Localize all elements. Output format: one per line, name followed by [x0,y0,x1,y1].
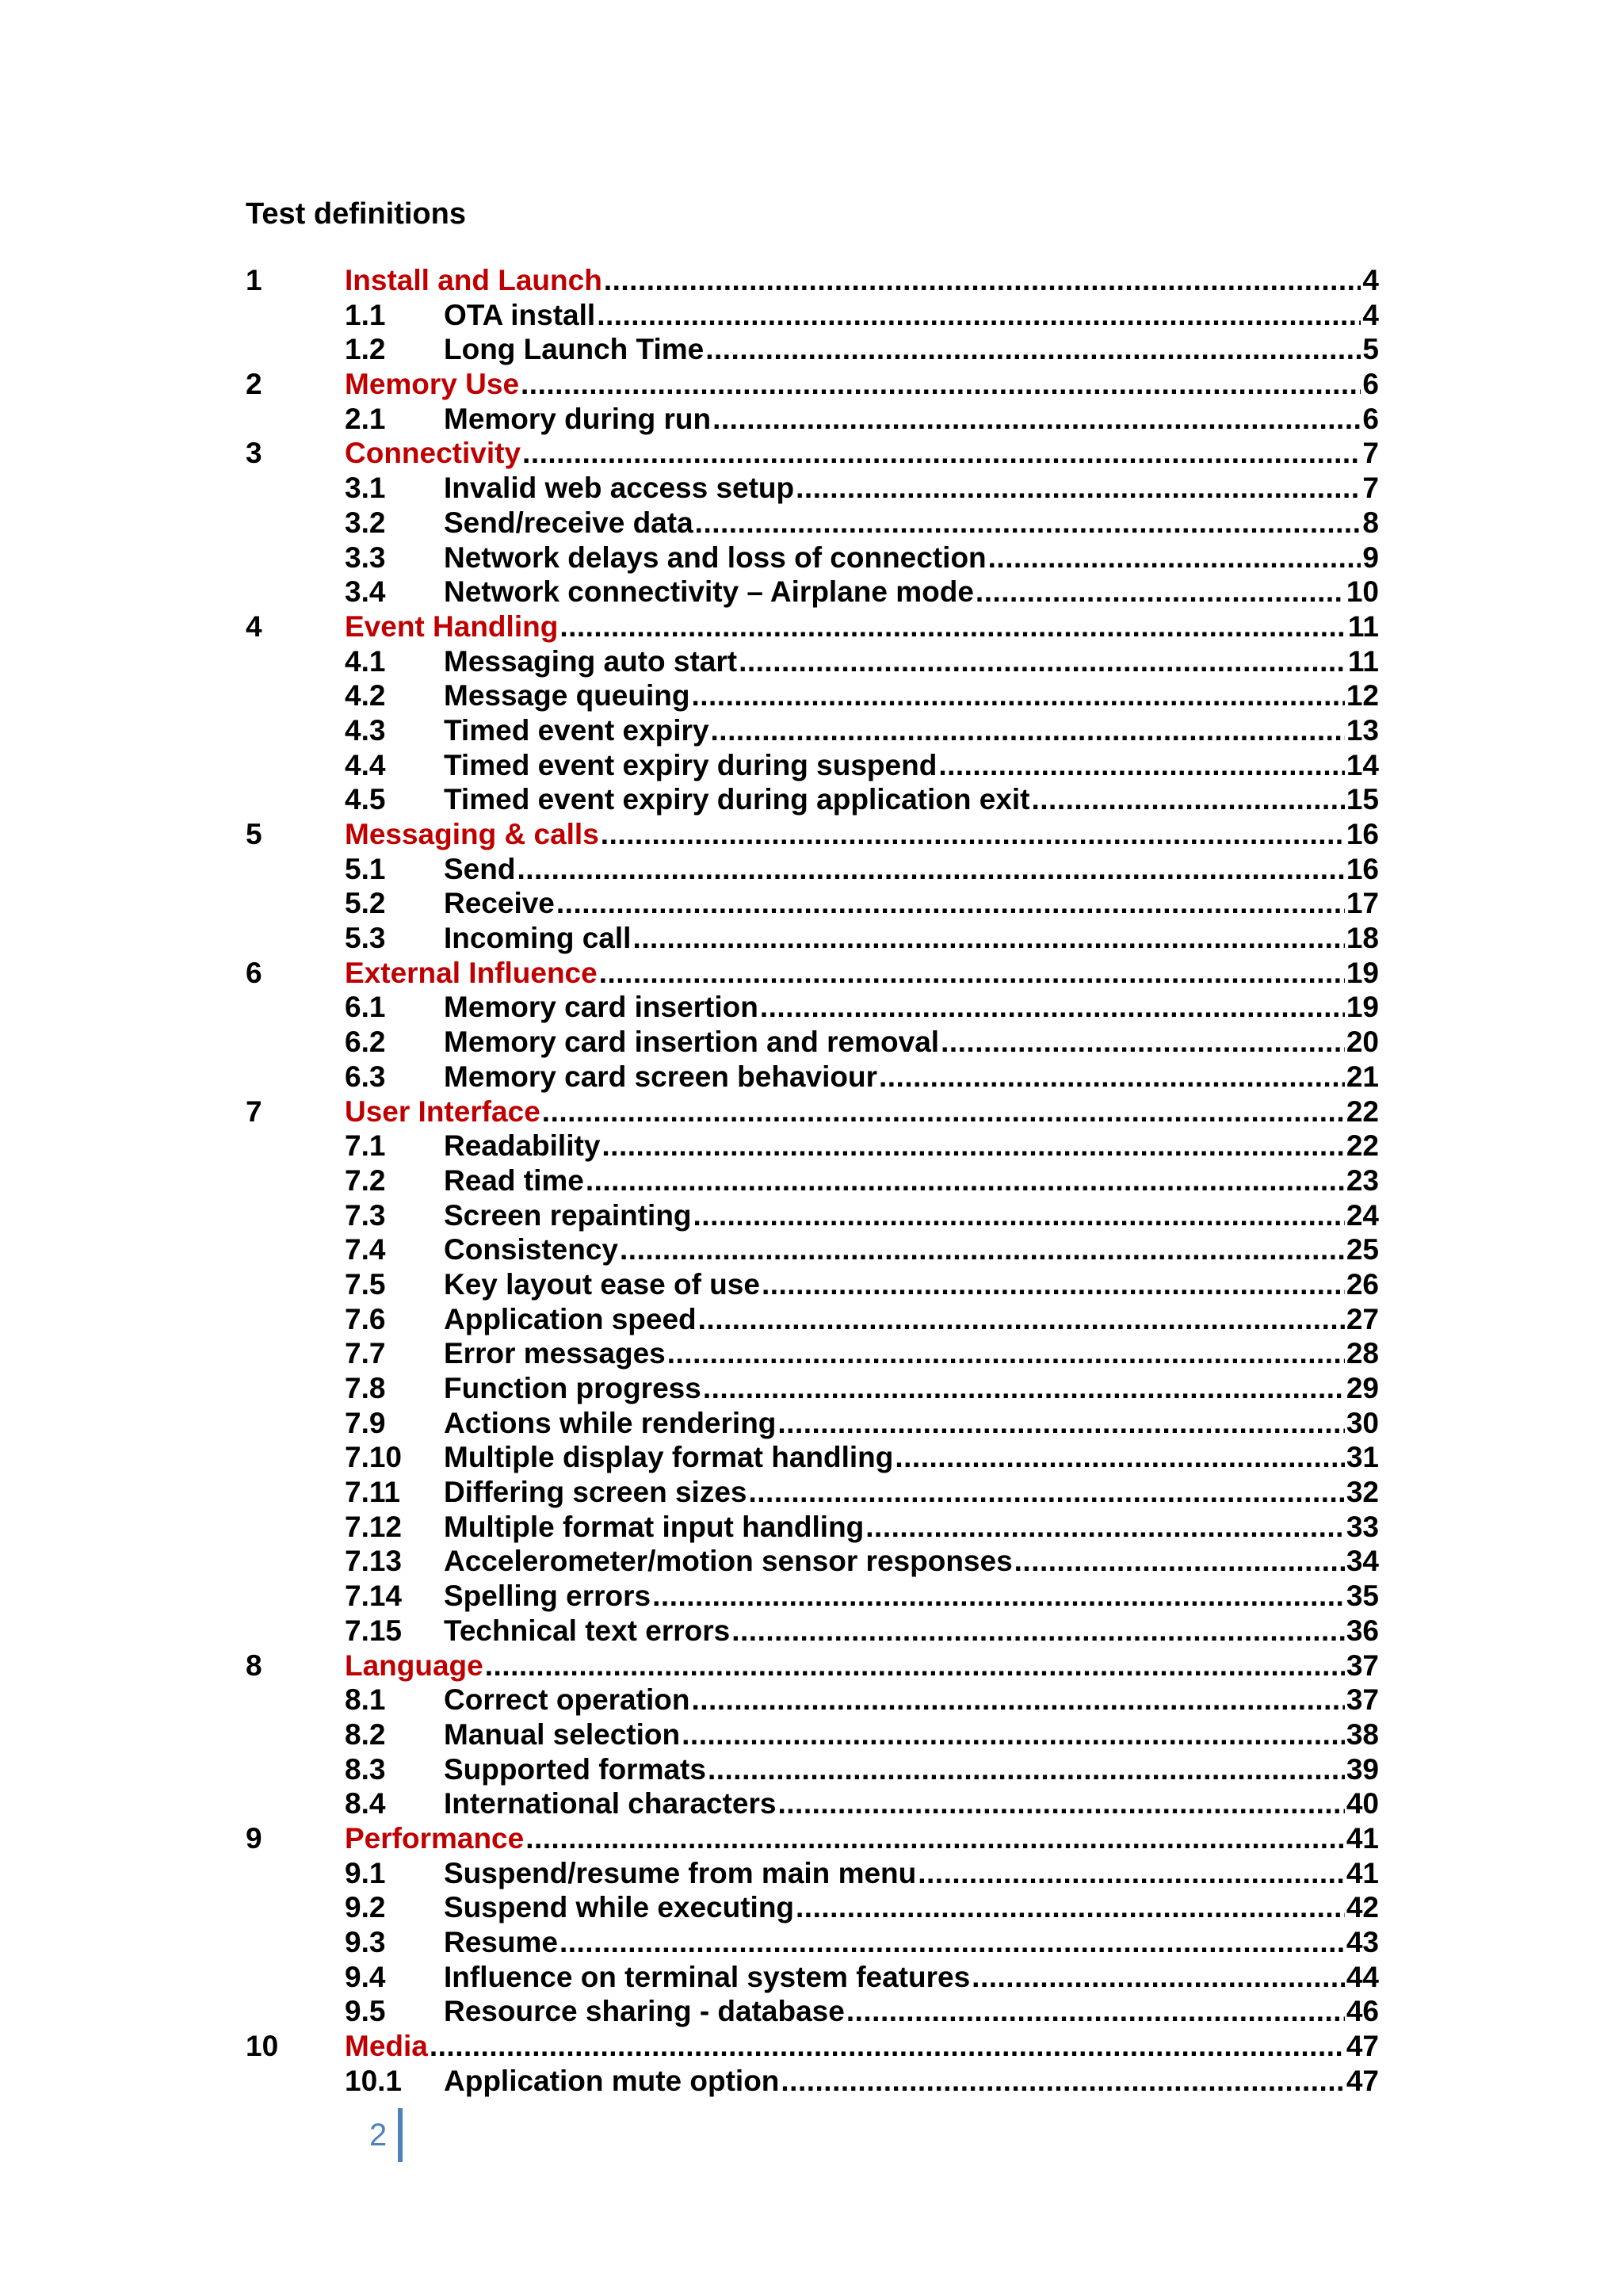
toc-entry-page: 40 [1346,1787,1379,1820]
toc-entry-page: 24 [1346,1198,1379,1232]
toc-entry-page: 19 [1346,991,1379,1024]
toc-entry-page: 30 [1346,1406,1379,1439]
toc-dot-leader [703,1371,1345,1406]
page-title: Test definitions [246,197,466,231]
toc-dot-leader [682,1717,1345,1752]
toc-entry-number: 5.3 [345,922,386,955]
toc-entry-page: 43 [1346,1926,1379,1958]
toc-dot-leader [796,471,1361,506]
toc-entry-page: 20 [1346,1026,1379,1059]
toc-entry-page: 44 [1346,1960,1379,1993]
toc-dot-leader [760,990,1345,1025]
toc-entry-page: 8 [1362,506,1379,539]
toc-entry-title[interactable]: Consistency [444,1233,619,1266]
toc-entry-page: 11 [1347,644,1379,678]
toc-dot-leader [632,921,1344,956]
toc-entry-number: 7.3 [345,1198,386,1232]
toc-dot-leader [556,886,1345,921]
toc-chapter-entry[interactable] [246,263,1379,298]
toc-entry-page: 33 [1346,1510,1379,1543]
toc-section-entry[interactable] [246,782,1379,817]
toc-entry-number: 5 [246,818,262,850]
toc-entry-title[interactable]: Suspend while executing [444,1891,795,1924]
toc-entry-number: 7.6 [345,1302,386,1335]
toc-entry-number: 6 [246,956,262,989]
toc-entry-number: 7.1 [345,1129,386,1163]
toc-entry-number: 7.8 [345,1372,386,1404]
toc-section-entry[interactable] [246,921,1379,956]
toc-entry-title[interactable]: Error messages [444,1337,666,1370]
toc-entry-title[interactable]: Memory Use [345,368,520,401]
toc-dot-leader [918,1856,1345,1891]
toc-entry-number: 8.2 [345,1717,386,1751]
toc-entry-title[interactable]: Screen repainting [444,1198,692,1232]
toc-dot-leader [430,2029,1345,2064]
toc-section-entry[interactable] [246,1336,1379,1371]
toc-dot-leader [542,1095,1345,1129]
toc-entry-title[interactable]: Memory card insertion and removal [444,1026,940,1059]
toc-entry-number: 3 [246,437,262,470]
toc-section-entry[interactable] [246,1752,1379,1787]
toc-section-entry[interactable] [246,990,1379,1025]
toc-section-entry[interactable] [246,1544,1379,1579]
toc-entry-page: 34 [1346,1545,1379,1578]
toc-entry-title[interactable]: User Interface [345,1095,540,1128]
toc-dot-leader [711,713,1345,748]
toc-entry-number: 4.3 [345,713,386,747]
toc-chapter-entry[interactable] [246,436,1379,471]
toc-dot-leader [559,609,1346,644]
toc-dot-leader [601,1129,1344,1163]
toc-dot-leader [586,1163,1345,1198]
toc-entry-number: 3.1 [345,472,386,505]
toc-section-entry[interactable] [246,1163,1379,1198]
toc-entry-page: 10 [1346,575,1379,609]
toc-entry-title[interactable]: Memory card insertion [444,991,758,1024]
toc-entry-number: 5.1 [345,852,386,885]
toc-entry-number: 9.3 [345,1926,386,1958]
toc-section-entry[interactable] [246,402,1379,437]
toc-entry-number: 9.2 [345,1891,386,1924]
toc-section-entry[interactable] [246,852,1379,887]
toc-section-entry[interactable] [246,471,1379,506]
toc-entry-page: 7 [1362,437,1379,470]
toc-entry-title[interactable]: Application speed [444,1302,697,1335]
toc-dot-leader [601,817,1345,852]
toc-section-entry[interactable] [246,1302,1379,1337]
toc-entry-page: 14 [1346,748,1379,781]
toc-entry-page: 37 [1346,1648,1379,1682]
toc-entry-title[interactable]: Message queuing [444,679,690,712]
toc-entry-number: 10.1 [345,2064,403,2097]
toc-entry-number: 6.2 [345,1026,386,1059]
toc-dot-leader [879,1060,1345,1095]
toc-entry-page: 46 [1346,1995,1379,2028]
toc-entry-number: 7.11 [345,1476,400,1509]
toc-entry-title[interactable]: Accelerometer/motion sensor responses [444,1545,1013,1578]
toc-dot-leader [705,332,1361,367]
toc-entry-number: 4.4 [345,748,386,781]
toc-dot-leader [796,1890,1345,1925]
toc-entry-page: 17 [1346,887,1379,920]
toc-entry-title[interactable]: Resource sharing - database [444,1995,845,2028]
toc-dot-leader [972,1960,1345,1995]
toc-chapter-entry[interactable] [246,1821,1379,1856]
toc-section-entry[interactable] [246,1025,1379,1060]
toc-entry-number: 1 [246,264,262,296]
toc-entry-page: 21 [1346,1060,1379,1093]
toc-entry-number: 3.4 [345,575,386,609]
toc-entry-number: 4.2 [345,679,386,712]
toc-section-entry[interactable] [246,1406,1379,1441]
toc-entry-title[interactable]: Language [345,1648,483,1682]
toc-entry-number: 4.1 [345,644,386,678]
toc-entry-number: 8 [246,1648,262,1682]
toc-section-entry[interactable] [246,886,1379,921]
toc-chapter-entry[interactable] [246,817,1379,852]
toc-entry-title[interactable]: OTA install [444,298,596,331]
toc-dot-leader [691,678,1344,713]
toc-entry-number: 9.4 [345,1960,386,1993]
toc-dot-leader [559,1925,1345,1960]
page-footer [369,2108,403,2162]
toc-entry-title[interactable]: Connectivity [345,437,521,470]
toc-entry-page: 19 [1346,956,1379,989]
toc-section-entry[interactable] [246,1925,1379,1960]
toc-entry-title[interactable]: Invalid web access setup [444,472,795,505]
toc-entry-title[interactable]: Technical text errors [444,1614,731,1647]
toc-entry-title[interactable]: Spelling errors [444,1580,651,1613]
toc-entry-page: 22 [1346,1095,1379,1128]
toc-entry-number: 2.1 [345,402,386,435]
toc-section-entry[interactable] [246,748,1379,783]
toc-entry-page: 9 [1362,541,1379,574]
toc-entry-title[interactable]: Install and Launch [345,264,602,296]
toc-dot-leader [976,575,1345,609]
toc-entry-page: 5 [1362,333,1379,366]
toc-chapter-entry[interactable] [246,956,1379,991]
toc-entry-title[interactable]: Long Launch Time [444,333,705,366]
toc-dot-leader [698,1302,1345,1337]
toc-section-entry[interactable] [246,1371,1379,1406]
toc-section-entry[interactable] [246,1683,1379,1717]
toc-dot-leader [777,1406,1344,1441]
toc-entry-title[interactable]: Function progress [444,1372,701,1404]
toc-entry-page: 47 [1346,2030,1379,2063]
toc-entry-number: 3.3 [345,541,386,574]
toc-dot-leader [652,1579,1345,1614]
toc-section-entry[interactable] [246,1232,1379,1267]
toc-entry-number: 8.4 [345,1787,386,1820]
toc-section-entry[interactable] [246,1129,1379,1163]
toc-entry-page: 28 [1346,1337,1379,1370]
toc-section-entry[interactable] [246,575,1379,609]
toc-section-entry[interactable] [246,678,1379,713]
toc-entry-page: 38 [1346,1717,1379,1751]
toc-entry-page: 23 [1346,1163,1379,1197]
toc-dot-leader [781,2064,1344,2099]
toc-entry-number: 8.3 [345,1752,386,1786]
toc-entry-number: 7.7 [345,1337,386,1370]
toc-chapter-entry[interactable] [246,1648,1379,1683]
toc-entry-page: 26 [1346,1267,1379,1301]
toc-entry-title[interactable]: Receive [444,887,555,920]
toc-entry-title[interactable]: Network connectivity – Airplane mode [444,575,974,609]
toc-entry-page: 32 [1346,1476,1379,1509]
toc-entry-title[interactable]: Timed event expiry during application exit [444,783,1030,816]
toc-entry-page: 7 [1362,472,1379,505]
toc-entry-number: 7.5 [345,1267,386,1301]
toc-entry-number: 7.13 [345,1545,403,1578]
toc-entry-number: 6.3 [345,1060,386,1093]
toc-dot-leader [695,506,1361,541]
toc-section-entry[interactable] [246,541,1379,575]
toc-entry-title[interactable]: Network delays and loss of connection [444,541,987,574]
toc-entry-title[interactable]: Application mute option [444,2064,780,2097]
toc-entry-page: 12 [1346,679,1379,712]
toc-entry-number: 4 [246,609,262,643]
toc-dot-leader [865,1510,1345,1545]
toc-entry-title[interactable]: Memory during run [444,402,712,435]
toc-entry-number: 7.15 [345,1614,403,1647]
toc-entry-page: 41 [1346,1856,1379,1889]
toc-dot-leader [604,263,1361,298]
toc-chapter-entry[interactable] [246,2029,1379,2064]
toc-dot-leader [485,1648,1345,1683]
toc-dot-leader [748,1475,1344,1510]
toc-dot-leader [731,1614,1345,1648]
toc-entry-title[interactable]: International characters [444,1787,777,1820]
toc-entry-number: 7.10 [345,1441,403,1474]
toc-section-entry[interactable] [246,1856,1379,1891]
toc-entry-title[interactable]: Resume [444,1926,558,1958]
toc-dot-leader [620,1232,1345,1267]
toc-entry-page: 16 [1346,852,1379,885]
toc-entry-number: 7 [246,1095,262,1128]
toc-entry-number: 7.14 [345,1580,403,1613]
toc-section-entry[interactable] [246,1440,1379,1475]
toc-section-entry[interactable] [246,1960,1379,1995]
toc-entry-number: 9.5 [345,1995,386,2028]
toc-entry-number: 5.2 [345,887,386,920]
toc-entry-title[interactable]: Messaging & calls [345,818,599,850]
toc-entry-number: 10 [246,2030,279,2063]
toc-chapter-entry[interactable] [246,1095,1379,1129]
toc-dot-leader [762,1267,1345,1302]
toc-dot-leader [708,1752,1345,1787]
toc-section-entry[interactable] [246,644,1379,679]
toc-dot-leader [691,1683,1344,1717]
toc-dot-leader [938,748,1345,783]
toc-dot-leader [1032,782,1345,817]
toc-chapter-entry[interactable] [246,367,1379,402]
toc-dot-leader [739,644,1346,679]
toc-section-entry[interactable] [246,1475,1379,1510]
toc-section-entry[interactable] [246,1579,1379,1614]
toc-entry-page: 42 [1346,1891,1379,1924]
toc-entry-number: 9 [246,1821,262,1855]
toc-section-entry[interactable] [246,1267,1379,1302]
toc-entry-page: 6 [1362,368,1379,401]
toc-entry-number: 1.1 [345,298,386,331]
toc-section-entry[interactable] [246,332,1379,367]
toc-entry-page: 22 [1346,1129,1379,1163]
toc-entry-title[interactable]: Send/receive data [444,506,693,539]
toc-entry-title[interactable]: Suspend/resume from main menu [444,1856,917,1889]
toc-dot-leader [597,298,1361,333]
footer-divider [398,2108,403,2162]
toc-entry-page: 37 [1346,1683,1379,1717]
toc-section-entry[interactable] [246,1614,1379,1648]
toc-entry-number: 3.2 [345,506,386,539]
toc-entry-title[interactable]: Readability [444,1129,601,1163]
toc-entry-number: 9.1 [345,1856,386,1889]
toc-section-entry[interactable] [246,506,1379,541]
toc-dot-leader [1014,1544,1345,1579]
toc-entry-number: 8.1 [345,1683,386,1717]
toc-entry-title[interactable]: Correct operation [444,1683,690,1717]
toc-section-entry[interactable] [246,1060,1379,1095]
toc-dot-leader [599,956,1345,991]
toc-entry-page: 39 [1346,1752,1379,1786]
toc-entry-page: 36 [1346,1614,1379,1647]
toc-entry-title[interactable]: Performance [345,1821,525,1855]
toc-entry-number: 6.1 [345,991,386,1024]
toc-entry-title[interactable]: Read time [444,1163,584,1197]
toc-entry-number: 7.4 [345,1233,386,1266]
toc-entry-number: 7.9 [345,1406,386,1439]
toc-dot-leader [521,367,1361,402]
toc-entry-number: 7.2 [345,1163,386,1197]
page-number: 2 [369,2117,388,2153]
toc-entry-page: 25 [1346,1233,1379,1266]
toc-entry-title[interactable]: External Influence [345,956,598,989]
toc-section-entry[interactable] [246,1717,1379,1752]
toc-entry-title[interactable]: Key layout ease of use [444,1267,760,1301]
toc-section-entry[interactable] [246,298,1379,333]
toc-entry-title[interactable]: Send [444,852,516,885]
toc-entry-title[interactable]: Messaging auto start [444,644,738,678]
toc-dot-leader [895,1440,1344,1475]
toc-section-entry[interactable] [246,1890,1379,1925]
toc-entry-number: 2 [246,368,262,401]
toc-entry-page: 15 [1346,783,1379,816]
toc-entry-title[interactable]: Timed event expiry [444,713,709,747]
toc-entry-page: 41 [1346,1821,1379,1855]
toc-dot-leader [517,852,1344,887]
toc-section-entry[interactable] [246,713,1379,748]
toc-entry-title[interactable]: Influence on terminal system features [444,1960,971,1993]
toc-section-entry[interactable] [246,1198,1379,1233]
toc-chapter-entry[interactable] [246,609,1379,644]
toc-entry-number: 7.12 [345,1510,403,1543]
toc-section-entry[interactable] [246,1510,1379,1545]
toc-entry-title[interactable]: Media [345,2030,428,2063]
toc-entry-number: 4.5 [345,783,386,816]
toc-entry-title[interactable]: Timed event expiry during suspend [444,748,938,781]
toc-dot-leader [777,1786,1344,1821]
toc-entry-title[interactable]: Supported formats [444,1752,706,1786]
toc-entry-title[interactable]: Memory card screen behaviour [444,1060,877,1093]
toc-entry-title[interactable]: Event Handling [345,609,559,643]
toc-dot-leader [846,1994,1345,2029]
toc-dot-leader [667,1336,1345,1371]
toc-entry-page: 16 [1346,818,1379,850]
toc-dot-leader [525,1821,1345,1856]
toc-dot-leader [693,1198,1345,1233]
toc-entry-title[interactable]: Actions while rendering [444,1406,777,1439]
toc-entry-title[interactable]: Incoming call [444,922,632,955]
toc-entry-title[interactable]: Multiple format input handling [444,1510,865,1543]
toc-dot-leader [522,436,1361,471]
toc-section-entry[interactable] [246,1786,1379,1821]
toc-section-entry[interactable] [246,1994,1379,2029]
toc-entry-page: 6 [1362,402,1379,435]
toc-entry-page: 47 [1346,2064,1379,2097]
toc-entry-page: 4 [1362,298,1379,331]
toc-dot-leader [941,1025,1345,1060]
table-of-contents [246,263,1379,2098]
toc-entry-number: 1.2 [345,333,386,366]
toc-dot-leader [712,402,1361,437]
toc-entry-title[interactable]: Manual selection [444,1717,681,1751]
toc-section-entry[interactable] [246,2064,1379,2099]
toc-entry-page: 27 [1346,1302,1379,1335]
toc-entry-page: 13 [1346,713,1379,747]
toc-entry-page: 35 [1346,1580,1379,1613]
toc-entry-title[interactable]: Differing screen sizes [444,1476,747,1509]
toc-entry-page: 18 [1346,922,1379,955]
toc-entry-page: 31 [1346,1441,1379,1474]
toc-entry-title[interactable]: Multiple display format handling [444,1441,894,1474]
toc-entry-page: 11 [1347,609,1379,643]
toc-entry-page: 4 [1362,264,1379,296]
toc-entry-page: 29 [1346,1372,1379,1404]
toc-dot-leader [988,541,1361,575]
